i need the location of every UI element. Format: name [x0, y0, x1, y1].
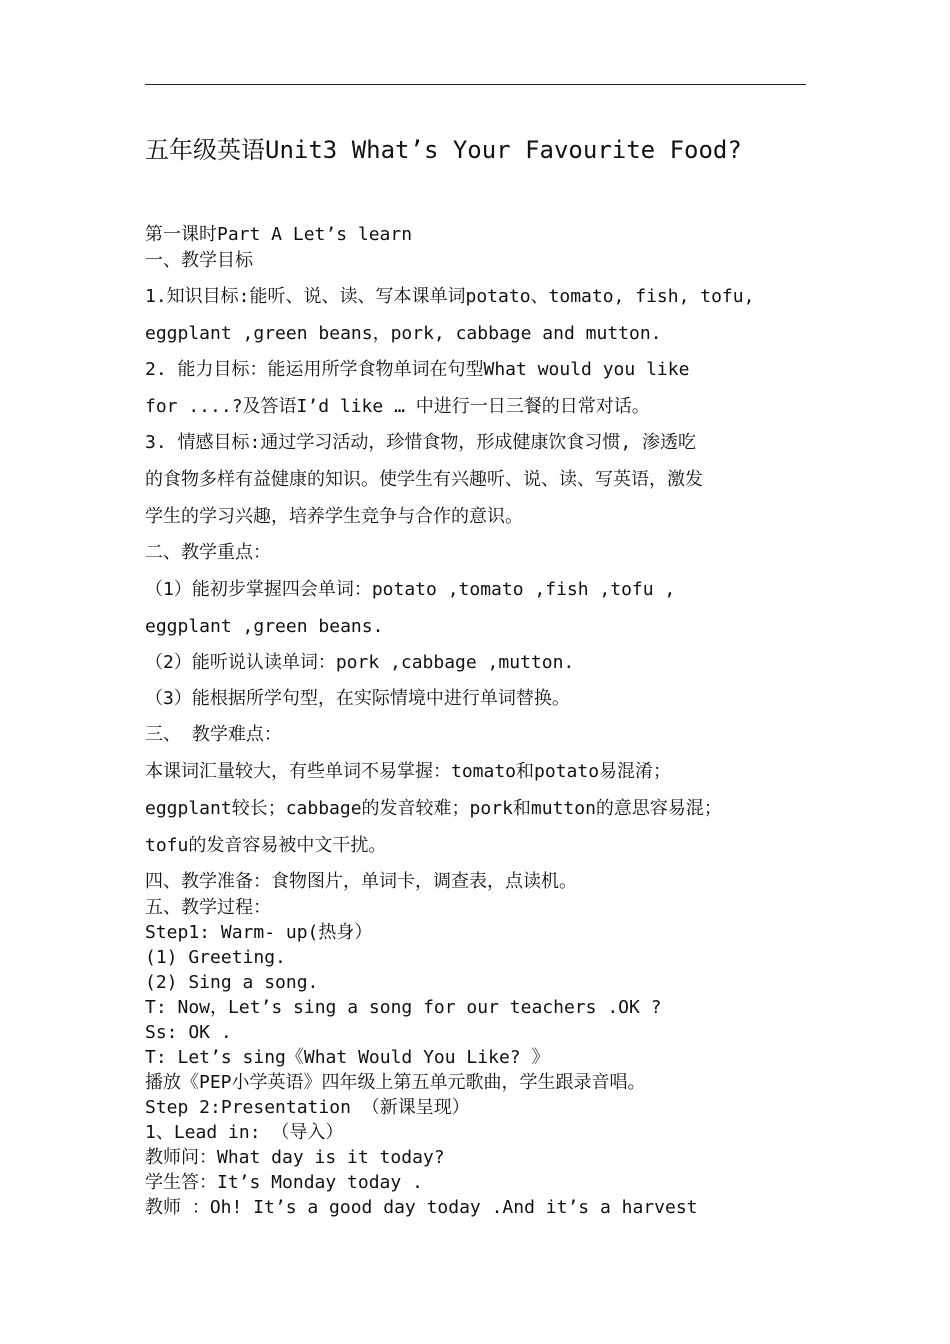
text-line: (2) Sing a song.: [145, 972, 319, 993]
text-line: 3. 情感目标:通过学习活动，珍惜食物，形成健康饮食习惯, 渗透吃: [145, 432, 697, 453]
text-line: （1）能初步掌握四会单词：potato ,tomato ,fish ,tofu ,: [145, 579, 676, 600]
text-line: Ss: OK .: [145, 1022, 232, 1043]
header-rule: [145, 84, 806, 85]
text-line: (1) Greeting.: [145, 947, 286, 968]
text-line: eggplant ,green beans，pork, cabbage and mutton.: [145, 323, 662, 344]
text-line: for ....?及答语I’d like … 中进行一日三餐的日常对话。: [145, 396, 650, 417]
text-line: 四、教学准备：食物图片，单词卡，调查表，点读机。: [145, 871, 577, 892]
text-line: 本课词汇量较大，有些单词不易掌握：tomato和potato易混淆；: [145, 761, 672, 782]
text-line: Step1: Warm- up(热身）: [145, 922, 373, 943]
text-line: 第一课时Part A Let’s learn: [145, 224, 413, 245]
text-line: 学生答：It’s Monday today .: [145, 1172, 423, 1193]
text-line: 教师 ：Oh! It’s a good day today .And it’s a harvest: [145, 1197, 698, 1218]
text-line: （2）能听说认读单词：pork ,cabbage ,mutton.: [145, 652, 575, 673]
text-line: T: Now，Let’s sing a song for our teachers .OK ?: [145, 997, 662, 1018]
text-line: eggplant ,green beans.: [145, 616, 384, 637]
text-line: 1、Lead in: （导入）: [145, 1122, 344, 1143]
text-line: 教师问：What day is it today?: [145, 1147, 445, 1168]
text-line: T: Let’s sing《What Would You Like? 》: [145, 1047, 550, 1068]
text-line: tofu的发音容易被中文干扰。: [145, 835, 387, 856]
text-line: 学生的学习兴趣，培养学生竞争与合作的意识。: [145, 506, 523, 527]
text-line: 播放《PEP小学英语》四年级上第五单元歌曲，学生跟录音唱。: [145, 1072, 646, 1093]
text-line: 2. 能力目标：能运用所学食物单词在句型What would you like: [145, 359, 690, 380]
text-line: 1.知识目标:能听、说、读、写本课单词potato、tomato, fish, tofu,: [145, 286, 755, 307]
text-line: 三、 教学难点：: [145, 724, 282, 745]
text-line: Step 2:Presentation （新课呈现）: [145, 1097, 470, 1118]
text-line: （3）能根据所学句型，在实际情境中进行单词替换。: [145, 688, 570, 709]
text-line: 五、教学过程：: [145, 897, 271, 918]
text-line: 一、教学目标: [145, 250, 253, 271]
text-line: eggplant较长；cabbage的发音较难；pork和mutton的意思容易混；: [145, 798, 722, 819]
page-title: 五年级英语Unit3 What’s Your Favourite Food?: [145, 136, 742, 164]
text-line: 二、教学重点：: [145, 542, 271, 563]
text-line: 的食物多样有益健康的知识。使学生有兴趣听、说、读、写英语，激发: [145, 469, 703, 490]
